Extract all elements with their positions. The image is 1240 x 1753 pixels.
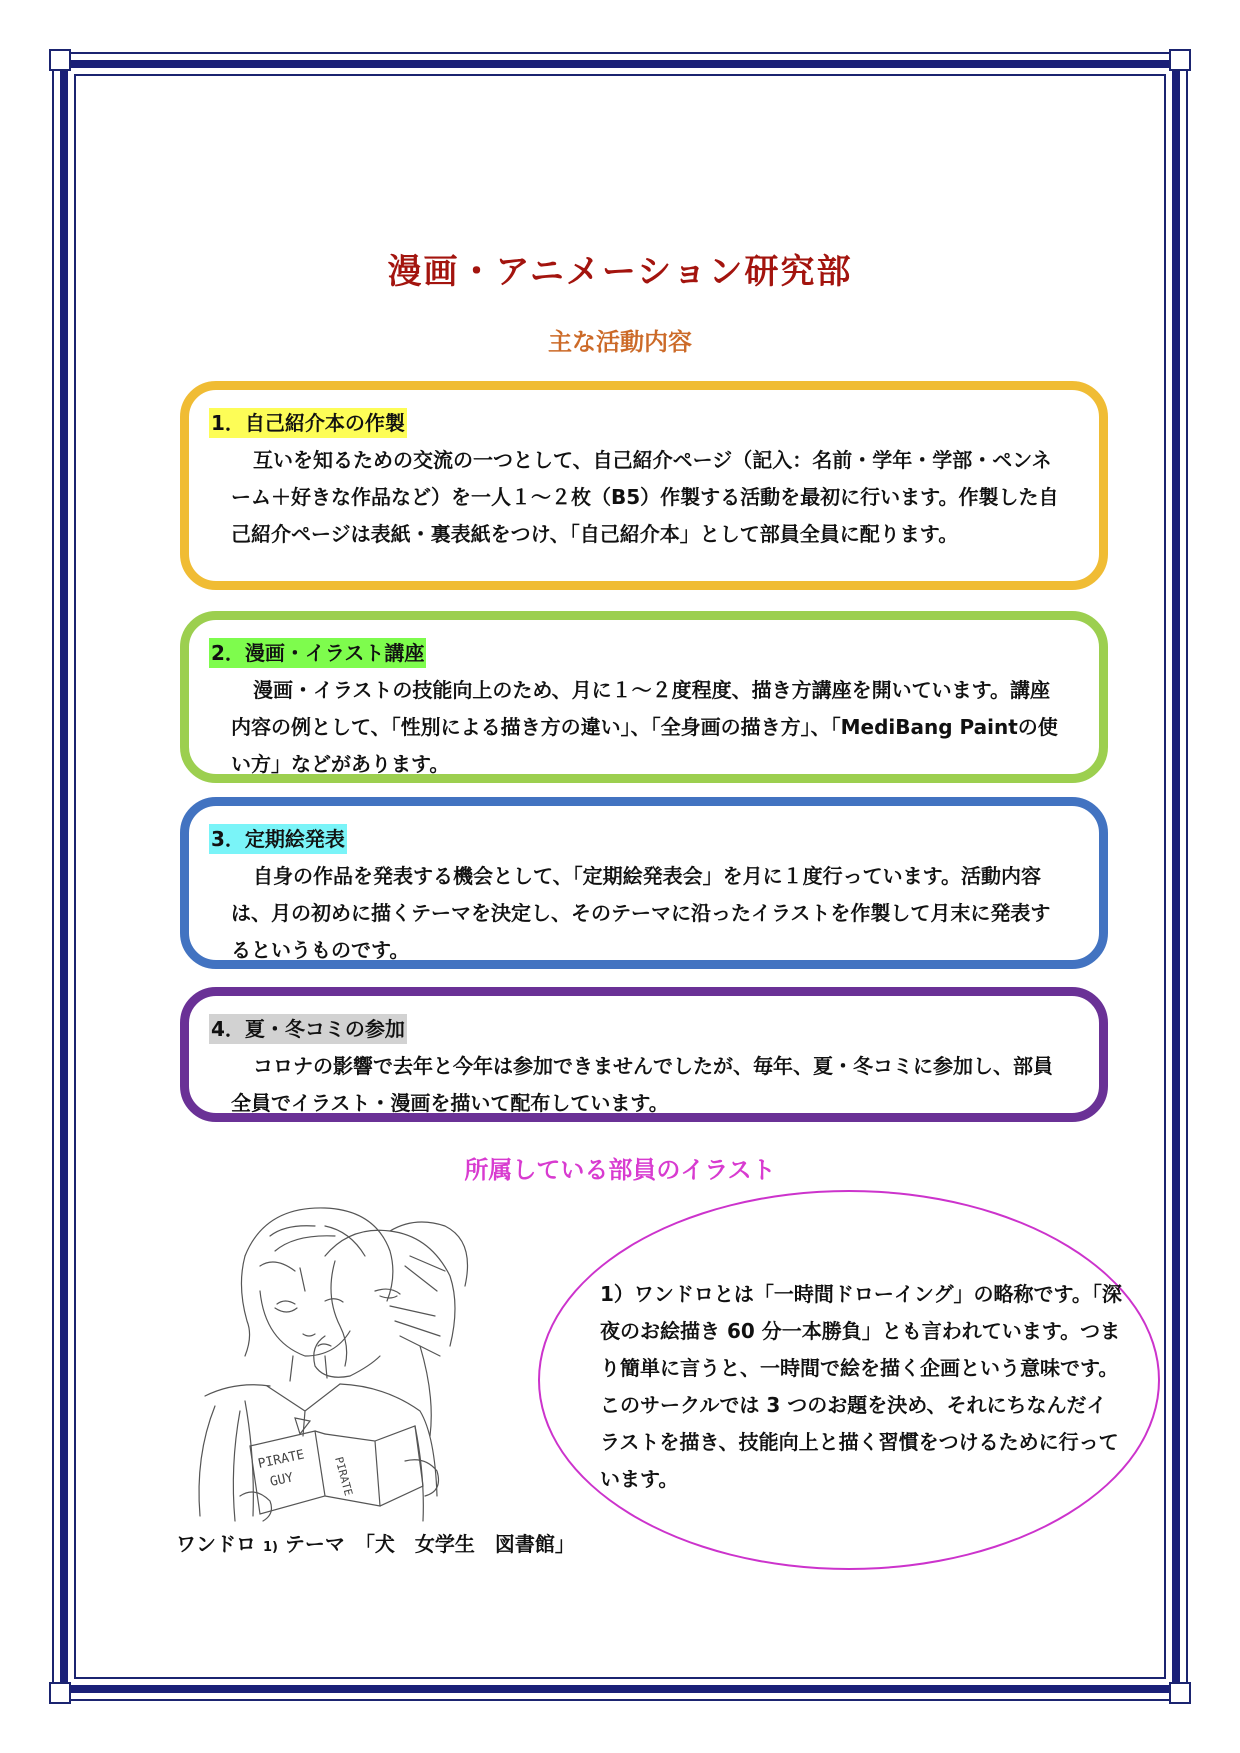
activity-heading: 4．夏・冬コミの参加 [209,1014,407,1044]
svg-text:GUY: GUY [268,1470,295,1490]
corner-ornament [1169,49,1191,71]
corner-ornament [1169,1682,1191,1704]
book-spine-title: PIRATE [332,1455,355,1498]
activity-heading: 1．自己紹介本の作製 [209,408,407,438]
footnote-marker: 1) [262,1540,278,1555]
page-title: 漫画・アニメーション研究部 [387,252,853,292]
caption-theme: テーマ 「犬 女学生 図書館」 [277,1532,575,1556]
book-cover-title: PIRATE [256,1447,306,1472]
activity-box-regular-presentation [180,797,1108,969]
activity-description: 漫画・イラストの技能向上のため、月に１～２度程度、描き方講座を開いています。講座内容の例として、「性別による描き方の違い」、「全身画の描き方」、「MediBang Paintの使い方」などがあります。 [231,678,1058,776]
activity-description: 自身の作品を発表する機会として、「定期絵発表会」を月に１度行っています。活動内容は、月の初めに描くテーマを決定し、そのテーマに沿ったイラストを作製して月末に発表するというものです。 [231,864,1051,962]
activity-box-drawing-lecture [180,611,1108,783]
activity-box-self-intro [180,381,1108,590]
activity-description: コロナの影響で去年と今年は参加できませんでしたが、毎年、夏・冬コミに参加し、部員全員でイラスト・漫画を描いて配布しています。 [231,1054,1053,1115]
activity-heading: 2．漫画・イラスト講座 [209,638,426,668]
page-subtitle: 主な活動内容 [548,328,692,356]
wandoro-note: 1）ワンドロとは「一時間ドローイング」の略称です。「深夜のお絵描き 60 分一本勝負」とも言われています。つまり簡単に言うと、一時間で絵を描く企画という意味です。このサークルでは 3 つのお題を決め、それにちなんだイラストを描き、技能向上と描く習慣をつけるために行っています。 [600,1282,1122,1491]
activity-box-comiket [180,987,1108,1122]
corner-ornament [49,49,71,71]
activity-description: 互いを知るための交流の一つとして、自己紹介ページ（記入：名前・学年・学部・ペンネーム＋好きな作品など）を一人１～２枚（B5）作製する活動を最初に行います。作製した自己紹介ページは表紙・裏表紙をつけ、「自己紹介本」として部員全員に配ります。 [231,448,1059,546]
member-illustration [175,1196,525,1526]
caption-prefix: ワンドロ [176,1532,256,1556]
illustration-caption [176,1528,575,1557]
illustration-heading: 所属している部員のイラスト [464,1156,776,1184]
corner-ornament [49,1682,71,1704]
activity-heading: 3．定期絵発表 [209,824,347,854]
